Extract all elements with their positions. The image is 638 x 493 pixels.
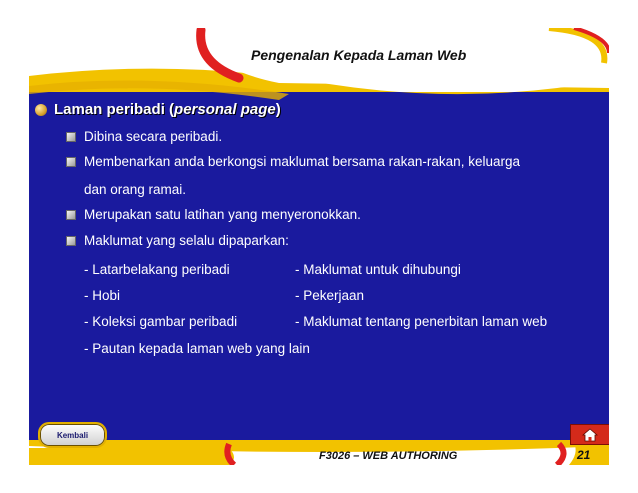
bullet-item (66, 154, 520, 169)
detail-item: - Hobi (84, 288, 121, 303)
page-number: 21 (577, 448, 591, 462)
square-bullet-icon (66, 210, 76, 220)
bullet-continuation: dan orang ramai. (84, 182, 187, 197)
bullet-text: Membenarkan anda berkongsi maklumat bersama rakan-rakan, keluarga (84, 154, 520, 169)
square-bullet-icon (66, 157, 76, 167)
detail-item: - Latarbelakang peribadi (84, 262, 230, 277)
bullet-text: Merupakan satu latihan yang menyeronokkan. (84, 207, 361, 222)
square-bullet-icon (66, 132, 76, 142)
detail-item: - Pekerjaan (295, 288, 365, 303)
bullet-text: Dibina secara peribadi. (84, 129, 223, 144)
section-heading (35, 101, 281, 118)
bullet-item (66, 233, 289, 248)
detail-item: - Maklumat tentang penerbitan laman web (295, 314, 548, 329)
bullet-item (66, 207, 361, 222)
round-bullet-icon (35, 104, 47, 116)
slide (29, 28, 609, 465)
heading-text: Laman peribadi (personal page) (54, 101, 281, 118)
back-button[interactable] (38, 422, 107, 448)
detail-item: - Pautan kepada laman web yang lain (84, 341, 310, 356)
home-icon (582, 428, 598, 442)
course-footer: F3026 – WEB AUTHORING (319, 450, 458, 462)
bullet-item (66, 129, 222, 144)
detail-item: - Koleksi gambar peribadi (84, 314, 238, 329)
back-button-label: Kembali (56, 430, 89, 440)
slide-title: Pengenalan Kepada Laman Web (251, 47, 467, 63)
square-bullet-icon (66, 236, 76, 246)
home-button[interactable] (570, 424, 609, 445)
bullet-text: Maklumat yang selalu dipaparkan: (84, 233, 289, 248)
detail-item: - Maklumat untuk dihubungi (295, 262, 461, 277)
